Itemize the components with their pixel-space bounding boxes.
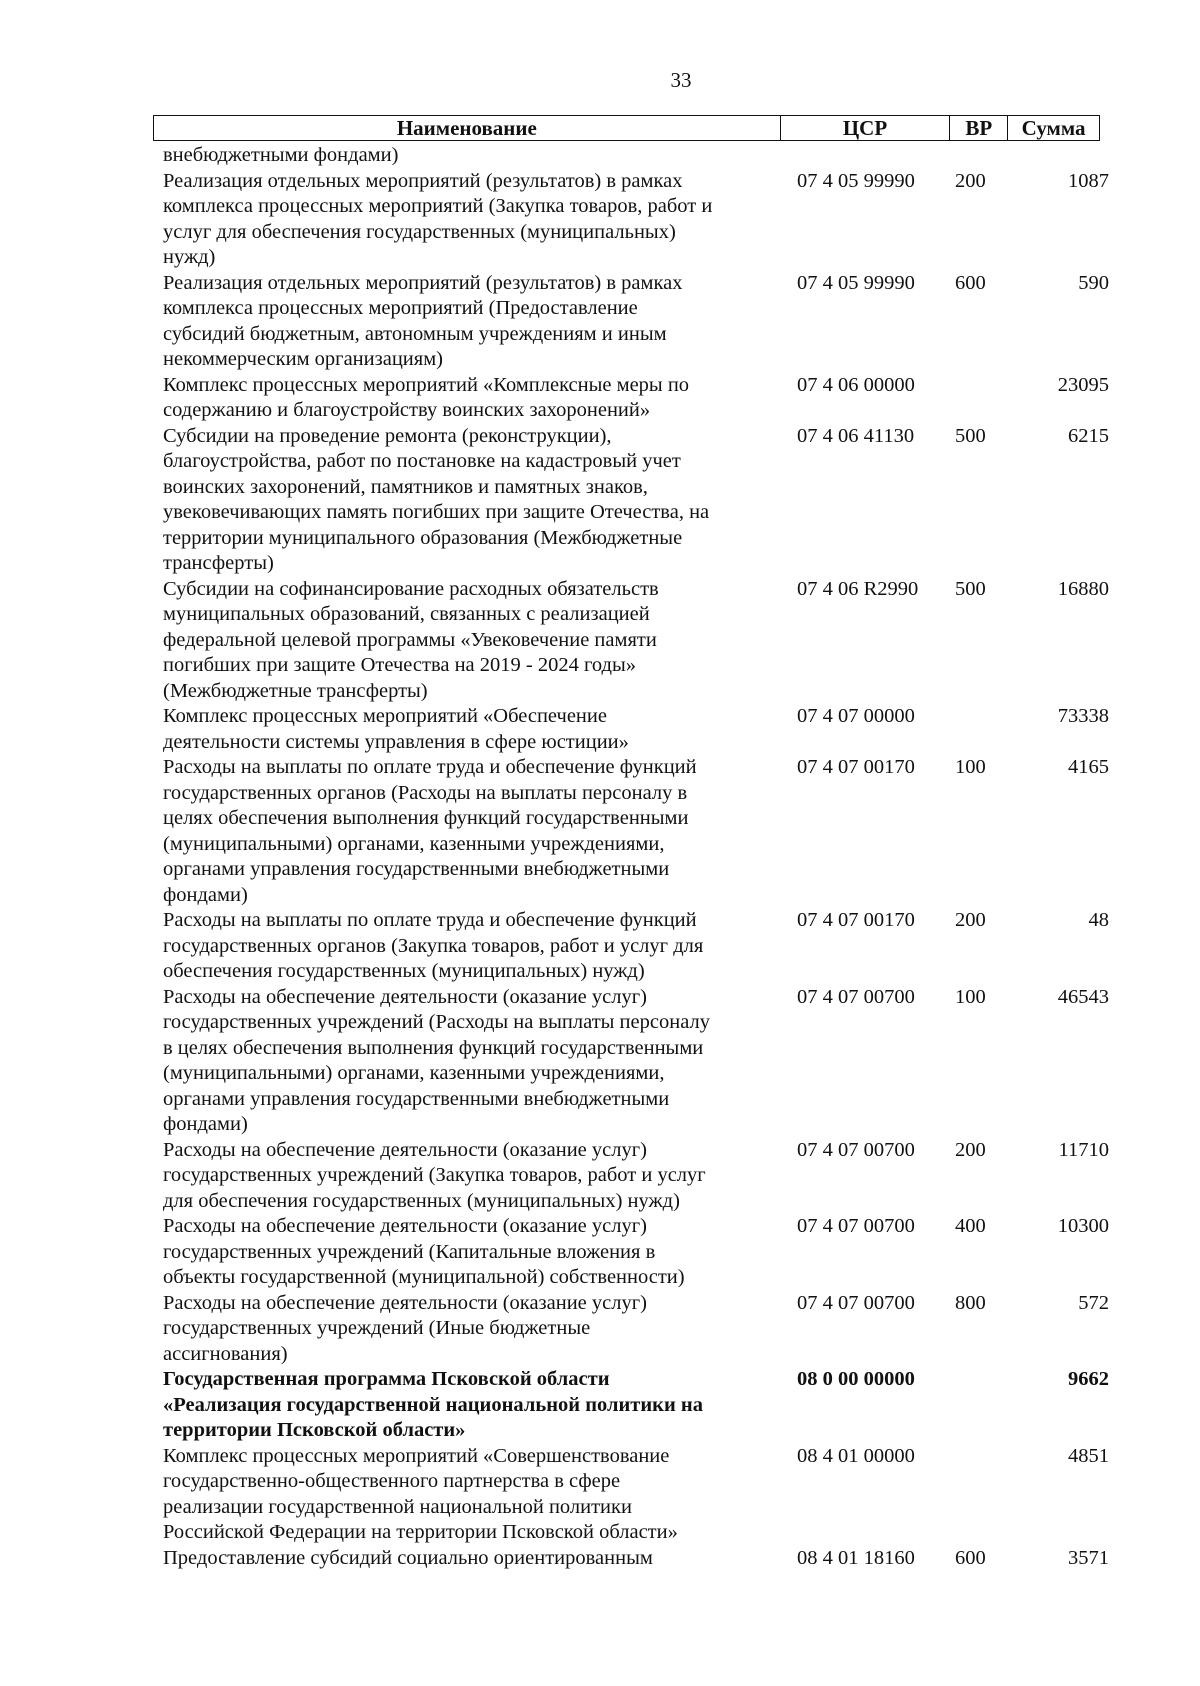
row-name-line: Расходы на обеспечение деятельности (оказание услуг) (163, 985, 647, 1008)
row-name (163, 1444, 775, 1546)
row-name-line: Расходы на выплаты по оплате труда и обеспечение функций (163, 909, 697, 931)
table-row (163, 1367, 1123, 1444)
row-name (163, 1367, 775, 1444)
row-csr: 07 4 06 00000 (797, 373, 915, 396)
header-vr: ВР (950, 116, 1008, 140)
row-sum: 23095 (1057, 373, 1109, 396)
row-vr: 500 (955, 424, 986, 447)
row-sum: 11710 (1058, 1138, 1109, 1161)
row-vr: 400 (955, 1215, 986, 1237)
row-name-line: Реализация отдельных мероприятий (результатов) в рамках (163, 169, 683, 192)
row-sum: 572 (1078, 1291, 1109, 1314)
table-body (163, 143, 1123, 1571)
row-sum: 4165 (1068, 756, 1109, 778)
row-name (163, 373, 775, 424)
row-sum: 6215 (1068, 424, 1109, 447)
row-name-line: увековечивающих память погибших при защите Отечества, на (163, 501, 710, 523)
row-sum: 9662 (1068, 1368, 1109, 1390)
table-row (163, 1444, 1123, 1546)
row-name (163, 577, 775, 705)
row-name-line: территории муниципального образования (Межбюджетные (163, 526, 683, 549)
row-csr: 07 4 07 00700 (797, 1291, 915, 1314)
row-name-line: в целях обеспечения выполнения функций государственными (163, 1036, 704, 1059)
table-row (163, 271, 1123, 373)
row-name-line: Расходы на обеспечение деятельности (оказание услуг) (163, 1138, 647, 1161)
row-csr: 07 4 07 00700 (797, 1215, 915, 1237)
row-vr (947, 1367, 1014, 1444)
row-name-line: деятельности системы управления в сфере юстиции» (163, 730, 629, 753)
table-row (163, 985, 1123, 1138)
row-vr: 100 (955, 985, 986, 1008)
row-name-line: Комплекс процессных мероприятий «Обеспечение (163, 705, 607, 727)
row-name-line: муниципальных образований, связанных с реализацией (163, 603, 650, 625)
row-vr: 200 (955, 1138, 986, 1161)
row-csr: 07 4 07 00170 (797, 909, 915, 931)
row-csr: 07 4 05 99990 (797, 169, 915, 192)
row-name-line: федеральной целевой программы «Увековечение памяти (163, 628, 657, 651)
row-sum: 590 (1078, 271, 1109, 294)
row-name-line: территории Псковской области» (163, 1419, 466, 1441)
row-name-line: Предоставление субсидий социально ориентированным (163, 1546, 653, 1569)
row-name (163, 271, 775, 373)
row-vr: 200 (955, 909, 986, 931)
row-name (163, 1546, 775, 1572)
row-sum: 1087 (1068, 169, 1109, 192)
row-name (163, 143, 775, 169)
table-row (163, 704, 1123, 755)
row-vr: 200 (955, 169, 986, 192)
row-vr: 800 (955, 1291, 986, 1314)
row-vr (947, 143, 1014, 169)
row-name-line: Расходы на обеспечение деятельности (оказание услуг) (163, 1215, 647, 1237)
row-name-line: Государственная программа Псковской области (163, 1368, 610, 1390)
row-name (163, 908, 775, 985)
row-sum: 73338 (1057, 705, 1109, 727)
row-name-line: благоустройства, работ по постановке на кадастровый учет (163, 450, 681, 472)
row-sum: 4851 (1068, 1444, 1109, 1467)
table-row (163, 1291, 1123, 1368)
table-row (163, 908, 1123, 985)
page-number: 33 (670, 68, 692, 92)
row-vr (947, 704, 1014, 755)
row-name-line: Реализация отдельных мероприятий (результатов) в рамках (163, 271, 683, 294)
row-name-line: Российской Федерации на территории Псковской области» (163, 1521, 678, 1543)
row-vr: 100 (955, 756, 986, 778)
row-name-line: комплекса процессных мероприятий (Предоставление (163, 297, 638, 319)
table-header (153, 115, 1100, 141)
row-name-line: государственно-общественного партнерства в сфере (163, 1470, 621, 1492)
row-name-line: (муниципальными) органами, казенными учреждениями, (163, 832, 665, 855)
row-csr: 08 0 00 00000 (797, 1368, 915, 1390)
row-vr: 600 (955, 1546, 986, 1569)
row-name-line: трансферты) (163, 552, 274, 574)
header-name: Наименование (154, 116, 781, 140)
table-row (163, 577, 1123, 705)
row-name-line: Субсидии на проведение ремонта (реконструкции), (163, 424, 612, 447)
row-name-line: содержанию и благоустройству воинских захоронений» (163, 399, 651, 421)
row-name (163, 169, 775, 271)
header-sum: Сумма (1021, 115, 1086, 140)
row-name (163, 1138, 775, 1215)
row-name-line: государственных учреждений (Капитальные вложения в (163, 1240, 656, 1263)
row-vr: 600 (955, 271, 986, 294)
row-sum: 48 (1088, 909, 1109, 931)
table-row (163, 169, 1123, 271)
row-csr: 07 4 07 00700 (797, 985, 915, 1008)
row-name-line: государственных органов (Закупка товаров, работ и услуг для (163, 934, 704, 957)
row-name-line: внебюджетными фондами) (163, 144, 399, 166)
table-row (163, 1214, 1123, 1291)
row-name-line: воинских захоронений, памятников и памятных знаков, (163, 475, 648, 498)
row-csr: 07 4 06 R2990 (797, 577, 919, 600)
row-csr (775, 143, 947, 169)
row-name-line: Субсидии на софинансирование расходных обязательств (163, 577, 659, 600)
row-name-line: органами управления государственными внебюджетными (163, 1087, 670, 1110)
row-csr: 07 4 07 00000 (797, 705, 915, 727)
row-name-line: (Межбюджетные трансферты) (163, 679, 428, 702)
row-sum: 46543 (1057, 985, 1109, 1008)
row-name-line: погибших при защите Отечества на 2019 - 2024 годы» (163, 654, 636, 676)
row-csr: 08 4 01 00000 (797, 1444, 915, 1467)
row-name-line: обеспечения государственных (муниципальных) нужд) (163, 960, 645, 982)
row-name-line: некоммерческим организациям) (163, 348, 443, 370)
row-sum: 10300 (1057, 1215, 1109, 1237)
row-name-line: государственных учреждений (Расходы на выплаты персоналу (163, 1011, 710, 1033)
row-name-line: нужд) (163, 246, 216, 268)
row-name-line: «Реализация государственной национальной политики на (163, 1393, 703, 1416)
row-csr: 07 4 07 00170 (797, 756, 915, 778)
row-name-line: реализации государственной национальной политики (163, 1495, 632, 1518)
row-name-line: органами управления государственными внебюджетными (163, 858, 670, 880)
row-csr: 07 4 05 99990 (797, 271, 915, 294)
row-name-line: фондами) (163, 1113, 248, 1135)
row-name (163, 424, 775, 577)
row-name-line: Комплекс процессных мероприятий «Совершенствование (163, 1444, 670, 1467)
header-csr: ЦСР (781, 116, 951, 140)
row-name-line: государственных органов (Расходы на выплаты персоналу в (163, 781, 688, 804)
row-name-line: государственных учреждений (Иные бюджетные (163, 1317, 591, 1339)
row-vr: 500 (955, 577, 986, 600)
row-name-line: целях обеспечения выполнения функций государственными (163, 807, 689, 829)
row-sum: 16880 (1057, 577, 1109, 600)
row-name (163, 704, 775, 755)
row-csr: 08 4 01 18160 (797, 1546, 915, 1569)
row-csr: 07 4 07 00700 (797, 1138, 915, 1161)
row-name-line: (муниципальными) органами, казенными учреждениями, (163, 1062, 665, 1084)
row-name (163, 1291, 775, 1368)
row-vr (947, 373, 1014, 424)
row-name-line: услуг для обеспечения государственных (муниципальных) (163, 220, 676, 243)
row-name-line: субсидий бюджетным, автономным учреждениям и иным (163, 322, 667, 345)
table-row (163, 1546, 1123, 1572)
row-name-line: для обеспечения государственных (муниципальных) нужд) (163, 1189, 680, 1212)
table-row (163, 755, 1123, 908)
row-name-line: Расходы на обеспечение деятельности (оказание услуг) (163, 1291, 647, 1314)
row-name-line: ассигнования) (163, 1342, 288, 1365)
table-row (163, 373, 1123, 424)
row-name-line: государственных учреждений (Закупка товаров, работ и услуг (163, 1164, 706, 1186)
row-name-line: Комплекс процессных мероприятий «Комплексные меры по (163, 373, 690, 396)
row-name-line: Расходы на выплаты по оплате труда и обеспечение функций (163, 756, 697, 778)
row-name-line: комплекса процессных мероприятий (Закупка товаров, работ и (163, 195, 713, 217)
row-name-line: объекты государственной (муниципальной) собственности) (163, 1266, 685, 1288)
row-vr (947, 1444, 1014, 1546)
table-row (163, 143, 1123, 169)
table-row (163, 1138, 1123, 1215)
row-name (163, 755, 775, 908)
row-name (163, 1214, 775, 1291)
row-name-line: фондами) (163, 883, 248, 906)
table-row (163, 424, 1123, 577)
row-sum (1014, 143, 1109, 169)
row-csr: 07 4 06 41130 (797, 424, 915, 447)
row-sum: 3571 (1068, 1546, 1109, 1569)
row-name (163, 985, 775, 1138)
